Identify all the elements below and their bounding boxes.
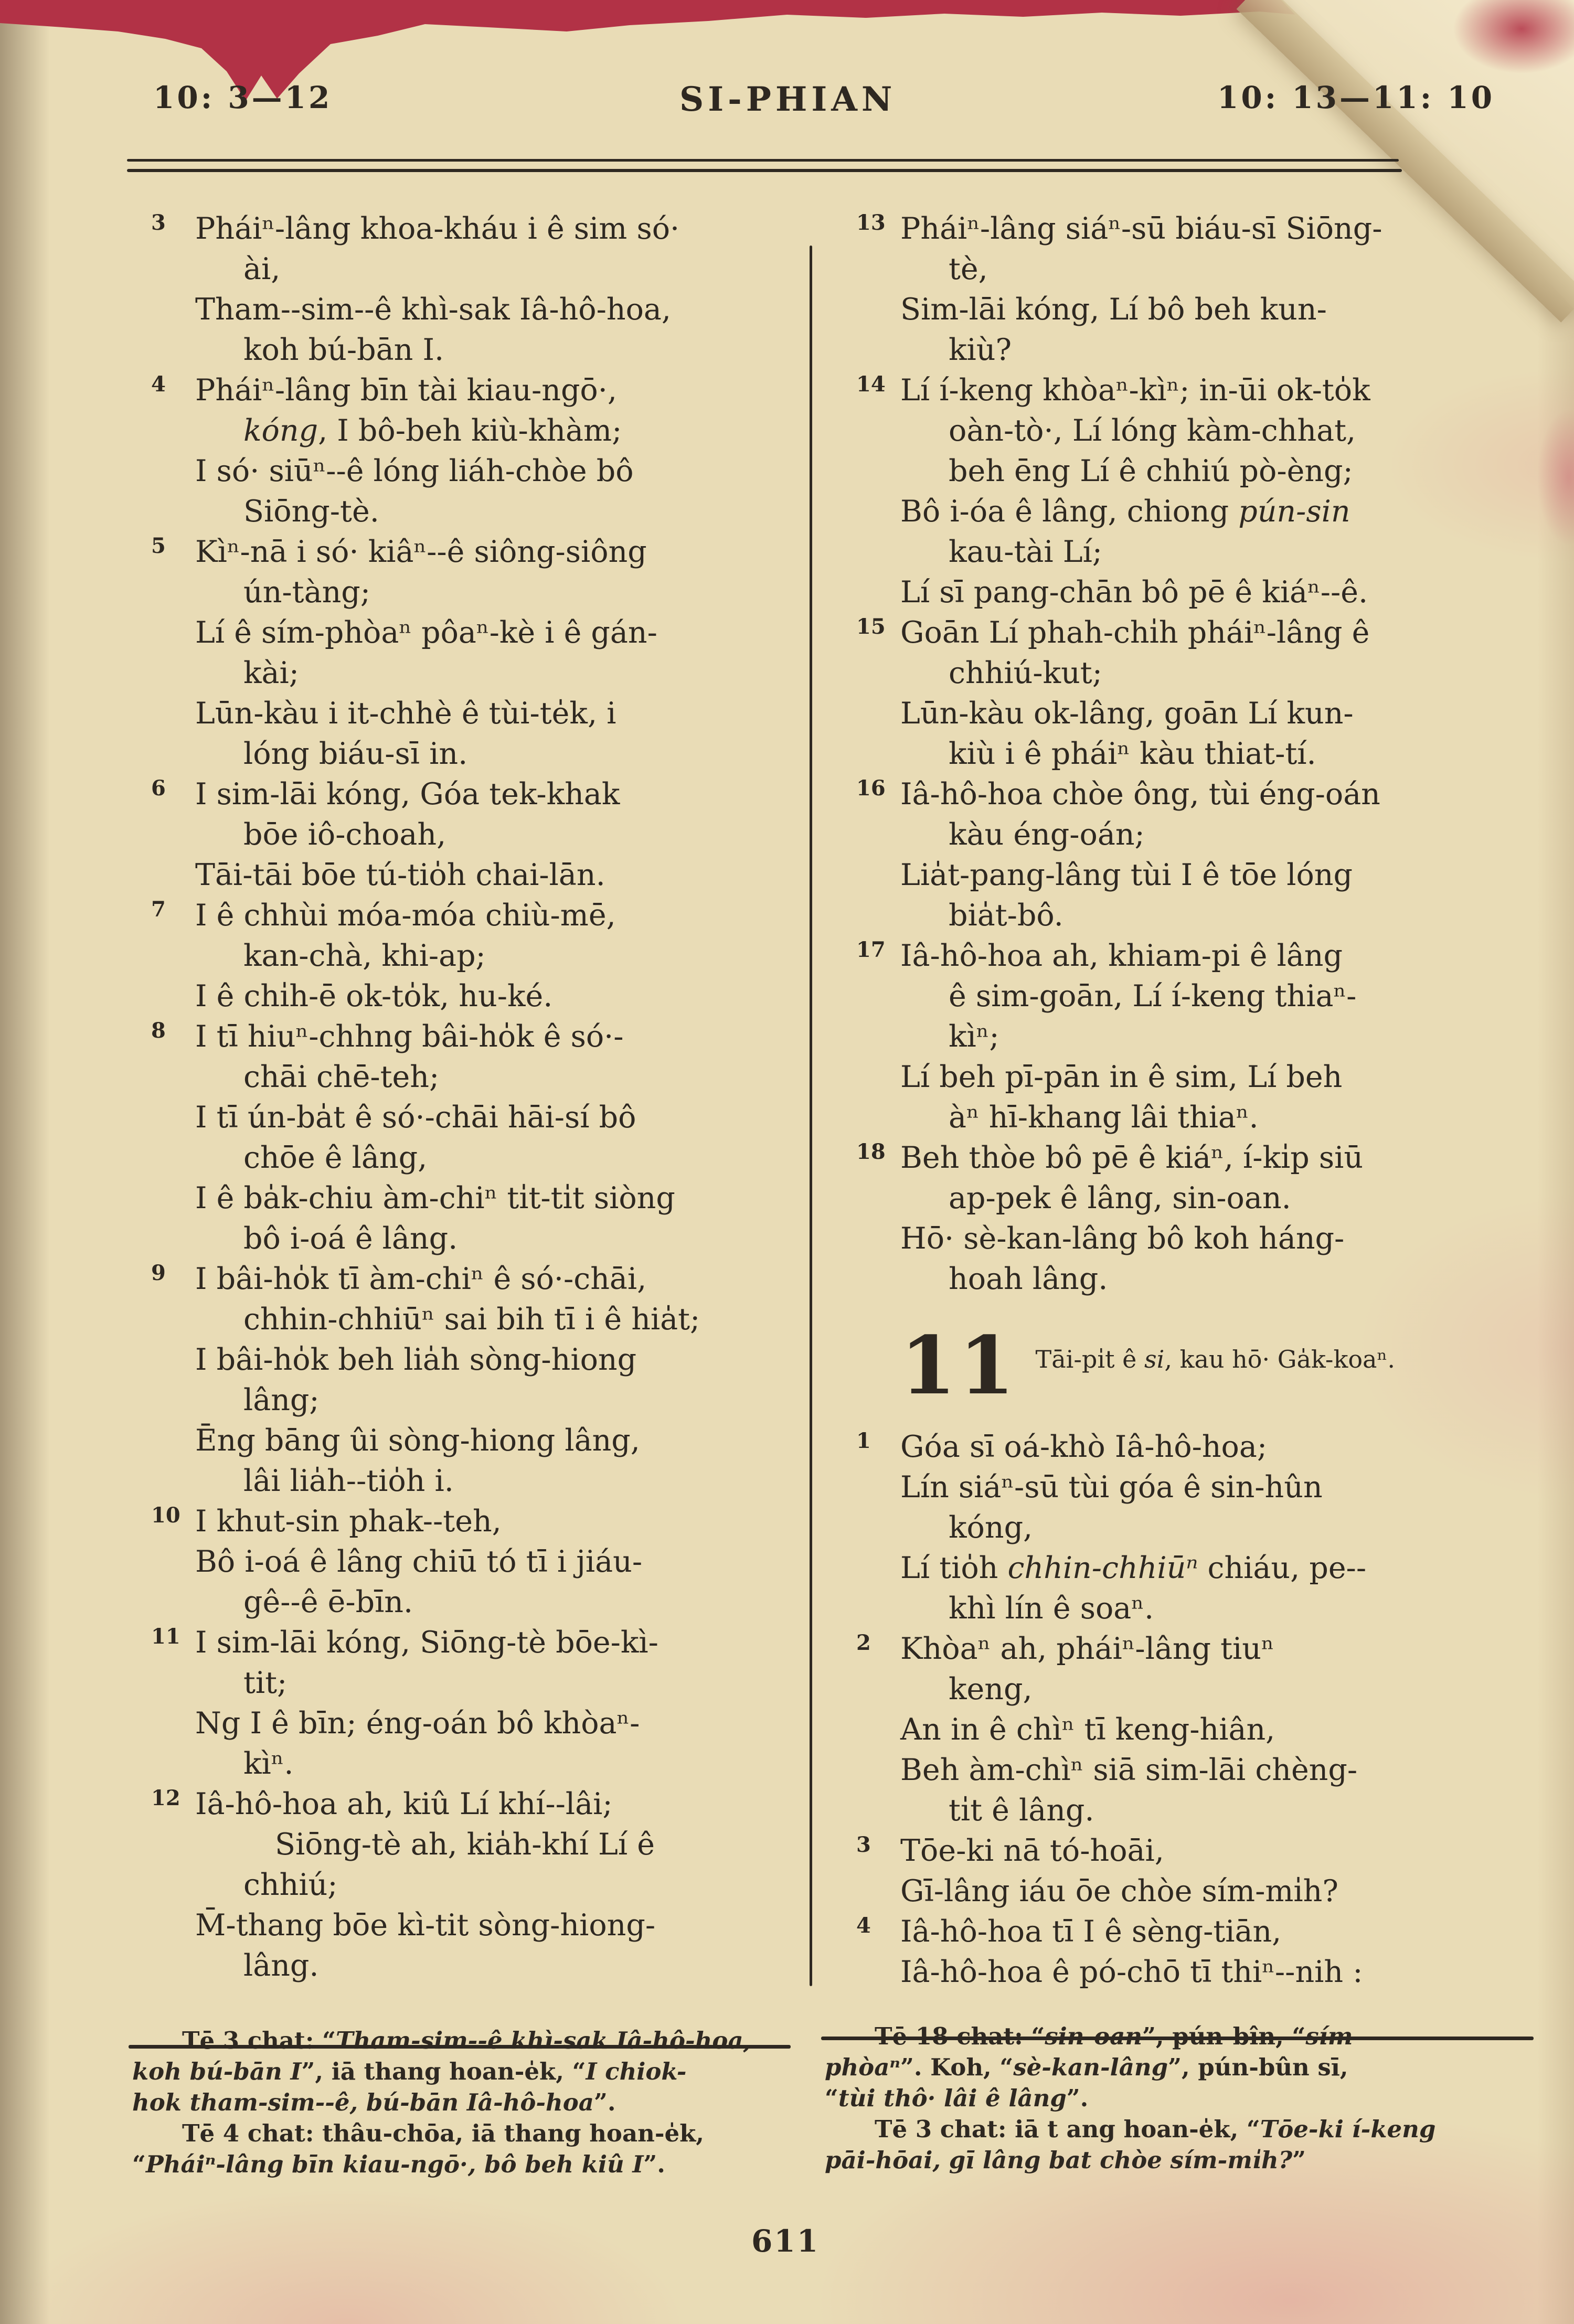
italic-text: si xyxy=(1144,1345,1165,1373)
text: , I bô-beh kiù-khàm; xyxy=(318,413,622,448)
text: Tē 4 chat: thâu-chōa, iā thang hoan-e̍k, xyxy=(182,2119,704,2147)
text: tè, xyxy=(949,252,988,286)
verse-number: 17 xyxy=(856,937,886,962)
text: ”, pún-bûn sī, xyxy=(1168,2053,1348,2081)
verse-line xyxy=(900,290,1538,330)
text: Kìⁿ-nā i só· kiâⁿ--ê siông-siông xyxy=(195,535,647,569)
verse-line xyxy=(151,1017,806,1057)
verse-line xyxy=(900,572,1538,613)
text: I só· siūⁿ--ê lóng liáh-chòe bô xyxy=(195,454,634,488)
text: I sim-lāi kóng, Góa tek-khak xyxy=(195,777,620,812)
verse-line xyxy=(151,896,806,936)
verse-line xyxy=(900,1259,1538,1299)
text: hoah lâng. xyxy=(949,1262,1108,1296)
chapter-subtitle xyxy=(1036,1321,1395,1374)
text: Lí ê sím-phòaⁿ pôaⁿ-kè i ê gán- xyxy=(195,615,657,650)
text: chhin-chhiūⁿ sai bih tī i ê hia̍t; xyxy=(243,1302,700,1337)
text: kài; xyxy=(243,656,299,690)
text: I ê chi̍h-ē ok-to̍k, hu-ké. xyxy=(195,979,553,1014)
verse-line xyxy=(195,1178,806,1219)
verse-line xyxy=(151,370,806,411)
text: Ēng bāng ûi sòng-hiong lâng, xyxy=(195,1423,640,1458)
verse-line xyxy=(900,330,1538,370)
verse-line xyxy=(900,1467,1538,1508)
verse-line xyxy=(900,1710,1538,1750)
verse-number: 5 xyxy=(151,534,166,558)
text: ” xyxy=(1292,2146,1306,2174)
verse-line xyxy=(900,1057,1538,1097)
running-head-left-reference: 10: 3—12 xyxy=(153,80,333,115)
verse-line xyxy=(195,1138,806,1178)
verse-line xyxy=(195,1542,806,1582)
verse-line xyxy=(900,1017,1538,1057)
verse-line xyxy=(195,1582,806,1623)
verse-line xyxy=(856,1138,1538,1178)
footnote-line xyxy=(825,2114,1544,2145)
verse-line xyxy=(856,1831,1538,1871)
text: I sim-lāi kóng, Siōng-tè bōe-kì- xyxy=(195,1625,658,1660)
text: I bâi-ho̍k tī àm-chiⁿ ê só·-chāi, xyxy=(195,1262,647,1296)
running-head-book-title: SI-PHIAN xyxy=(679,80,897,119)
verse-line xyxy=(195,613,806,653)
verse-line xyxy=(151,774,806,815)
text: khì lín ê soaⁿ. xyxy=(949,1591,1154,1626)
pink-stain-right xyxy=(1537,409,1574,546)
text: kiù i ê pháiⁿ kàu thiat-tí. xyxy=(949,737,1316,771)
verse-line xyxy=(900,976,1538,1017)
text: ”. xyxy=(643,2150,665,2178)
verse-line xyxy=(856,1629,1538,1669)
text: kau-tài Lí; xyxy=(949,535,1103,569)
verse-number: 15 xyxy=(856,614,886,639)
verse-number: 10 xyxy=(151,1503,180,1528)
text: Iâ-hô-hoa ê pó-chō tī thiⁿ--nih : xyxy=(900,1955,1363,1989)
text: Khòaⁿ ah, pháiⁿ-lâng tiuⁿ xyxy=(900,1632,1274,1666)
text: chiáu, pe-- xyxy=(1198,1551,1367,1585)
text: kiù? xyxy=(949,333,1012,367)
verse-line xyxy=(195,1421,806,1461)
verse-number: 1 xyxy=(856,1428,871,1453)
verse-line xyxy=(195,1905,806,1946)
text: ”. xyxy=(1066,2084,1089,2112)
verse-line xyxy=(900,1097,1538,1138)
verse-number: 6 xyxy=(151,776,166,801)
verse-line xyxy=(195,1825,806,1865)
italic-text: tùi thô· lâi ê lâng xyxy=(838,2084,1067,2112)
verse-line xyxy=(856,613,1538,653)
header-rule-upper xyxy=(127,159,1399,162)
text: Gī-lâng iáu ōe chòe sím-mi̍h? xyxy=(900,1874,1338,1909)
verse-number: 4 xyxy=(151,372,166,397)
verse-line xyxy=(195,1219,806,1259)
text: Lín siáⁿ-sū tùi góa ê sin-hûn xyxy=(900,1470,1323,1505)
text: kóng, xyxy=(949,1510,1033,1545)
footnote-line xyxy=(132,2087,804,2118)
italic-text: phòaⁿ xyxy=(825,2053,900,2081)
verse-line xyxy=(195,249,806,290)
text: I khut-sin phak--teh, xyxy=(195,1504,502,1539)
text: Lūn-kàu ok-lâng, goān Lí kun- xyxy=(900,696,1354,731)
italic-text: sin-oan xyxy=(1045,2022,1143,2050)
verse-line xyxy=(195,1703,806,1744)
verse-line xyxy=(900,734,1538,774)
verse-line xyxy=(151,1501,806,1542)
verse-number: 11 xyxy=(151,1624,180,1649)
verse-line xyxy=(195,451,806,492)
verse-line xyxy=(900,855,1538,896)
verse-number: 13 xyxy=(856,210,886,235)
footnote-line xyxy=(132,2025,804,2056)
text: Tāi-tāi bōe tú-tio̍h chai-lān. xyxy=(195,858,605,892)
verse-line xyxy=(900,1790,1538,1831)
verse-line xyxy=(900,1178,1538,1219)
italic-text: I chiok- xyxy=(586,2058,687,2085)
text: Iâ-hô-hoa tī I ê sèng-tiān, xyxy=(900,1914,1282,1949)
text: Lí sī pang-chān bô pē ê kiáⁿ--ê. xyxy=(900,575,1368,610)
text: Lūn-kàu i it-chhè ê tùi-te̍k, i xyxy=(195,696,616,731)
verse-line xyxy=(195,815,806,855)
verse-line xyxy=(195,1946,806,1986)
text: Góa sī oá-khò Iâ-hô-hoa; xyxy=(900,1430,1268,1464)
verse-line xyxy=(151,209,806,249)
verse-line xyxy=(195,1380,806,1421)
verse-line xyxy=(195,976,806,1017)
verse-line xyxy=(900,492,1538,532)
verse-line xyxy=(151,1784,806,1825)
verse-number: 16 xyxy=(856,776,886,801)
text: lâi lia̍h--tio̍h i. xyxy=(243,1464,454,1498)
text: chāi chē-teh; xyxy=(243,1060,440,1094)
italic-text: sím- xyxy=(1305,2022,1363,2050)
text: kìⁿ; xyxy=(949,1019,999,1054)
footnote-line xyxy=(132,2056,804,2087)
text: Tham--sim--ê khì-sak Iâ-hô-hoa, xyxy=(195,292,671,327)
verse-number: 12 xyxy=(151,1786,180,1810)
text: chhiú-kut; xyxy=(949,656,1102,690)
verse-line xyxy=(900,411,1538,451)
italic-text: hok tham-sim--ê, bú-bān Iâ-hô-hoa xyxy=(132,2088,594,2116)
text: ap-pek ê lâng, sin-oan. xyxy=(949,1181,1291,1216)
verse-line xyxy=(195,492,806,532)
text: beh ēng Lí ê chhiú pò-èng; xyxy=(949,454,1353,488)
text: “ xyxy=(132,2150,146,2178)
text: oàn-tò·, Lí lóng kàm-chhat, xyxy=(949,413,1356,448)
text: Tāi-pi̍t ê xyxy=(1035,1345,1145,1373)
verse-line xyxy=(195,855,806,896)
italic-text: Tōe-ki í-keng xyxy=(1260,2115,1436,2143)
verse-line xyxy=(195,1057,806,1097)
verse-line xyxy=(900,653,1538,694)
text: bōe iô-choah, xyxy=(243,817,446,852)
text: Lí tio̍h xyxy=(900,1551,1008,1585)
italic-text: Tham-sim--ê khì-sak Iâ-hô-hoa, xyxy=(335,2027,752,2054)
italic-text: sè-kan-lâng xyxy=(1013,2053,1168,2081)
text: ún-tàng; xyxy=(243,575,370,610)
text: I ê ba̍k-chiu àm-chiⁿ ti̍t-ti̍t siòng xyxy=(195,1181,675,1216)
footnote-line xyxy=(825,2052,1544,2083)
verse-number: 8 xyxy=(151,1018,166,1043)
verse-number: 3 xyxy=(151,210,166,235)
verse-line xyxy=(195,330,806,370)
verse-number: 2 xyxy=(856,1630,871,1655)
verse-line xyxy=(195,1340,806,1380)
verse-number: 4 xyxy=(856,1913,871,1938)
verse-line xyxy=(195,1461,806,1501)
text: kìⁿ. xyxy=(243,1746,294,1781)
text: Beh àm-chìⁿ siā sim-lāi chèng- xyxy=(900,1753,1358,1787)
footnotes-right-column xyxy=(825,2021,1544,2176)
verse-line xyxy=(856,1427,1538,1467)
footnote-line xyxy=(825,2145,1544,2176)
verse-line xyxy=(856,209,1538,249)
text: gê--ê ē-bīn. xyxy=(243,1585,413,1619)
text: lâng. xyxy=(243,1948,319,1983)
text: kàu éng-oán; xyxy=(949,817,1145,852)
italic-text: pāi-hōai, gī lâng bat chòe sím-mi̍h? xyxy=(825,2146,1293,2174)
italic-text: chhin-chhiūⁿ xyxy=(1007,1551,1198,1585)
verse-line xyxy=(856,774,1538,815)
text: I ê chhùi móa-móa chiù-mē, xyxy=(195,898,616,933)
text: bia̍t-bô. xyxy=(949,898,1063,933)
text: ti̍t ê lâng. xyxy=(949,1793,1094,1828)
verse-line xyxy=(900,1508,1538,1548)
text: I tī hiuⁿ-chhng bâi-ho̍k ê só·- xyxy=(195,1019,624,1054)
text: Iâ-hô-hoa ah, kiû Lí khí--lâi; xyxy=(195,1787,613,1821)
text: Ng I ê bīn; éng-oán bô khòaⁿ- xyxy=(195,1706,640,1741)
right-text-column xyxy=(856,209,1538,1992)
verse-line xyxy=(900,1219,1538,1259)
chapter-number: 11 xyxy=(900,1318,1018,1412)
text: ê sim-goān, Lí í-keng thiaⁿ- xyxy=(949,979,1357,1014)
text: àⁿ hī-khang lâi thiaⁿ. xyxy=(949,1100,1259,1135)
text: Tē 3 chat: “ xyxy=(182,2027,336,2054)
header-rule-lower xyxy=(127,169,1402,172)
text: An in ê chìⁿ tī keng-hiân, xyxy=(900,1712,1275,1747)
text: I bâi-ho̍k beh lia̍h sòng-hiong xyxy=(195,1342,637,1377)
text: kan-chà, khi-ap; xyxy=(243,939,486,973)
text: Siōng-tè ah, kia̍h-khí Lí ê xyxy=(275,1827,655,1862)
verse-line xyxy=(195,653,806,694)
text: Lia̍t-pang-lâng tùi I ê tōe lóng xyxy=(900,858,1353,892)
verse-line xyxy=(151,1259,806,1299)
verse-line xyxy=(195,1299,806,1340)
verse-line xyxy=(195,1865,806,1905)
verse-line xyxy=(856,370,1538,411)
text: Pháiⁿ-lâng bīn tài kiau-ngō·, xyxy=(195,373,617,408)
text: M̄-thang bōe kì-tit sòng-hiong- xyxy=(195,1908,656,1943)
verse-line xyxy=(195,1744,806,1784)
text: ”. xyxy=(593,2088,616,2116)
italic-text: kóng xyxy=(243,413,318,448)
text: Iâ-hô-hoa ah, khiam-pi ê lâng xyxy=(900,939,1343,973)
verse-line xyxy=(900,1871,1538,1912)
text: , kau hō· Ga̍k-koaⁿ. xyxy=(1164,1345,1395,1373)
text: Tōe-ki nā tó-hoāi, xyxy=(900,1833,1164,1868)
verse-line xyxy=(195,1663,806,1703)
text: lóng biáu-sī in. xyxy=(243,737,468,771)
text: Tē 3 chat: iā t ang hoan-e̍k, “ xyxy=(875,2115,1260,2143)
text: Lí beh pī-pān in ê sim, Lí beh xyxy=(900,1060,1343,1094)
text: ài, xyxy=(243,252,281,286)
text: bô i-oá ê lâng. xyxy=(243,1221,458,1256)
text: Pháiⁿ-lâng siáⁿ-sū biáu-sī Siōng- xyxy=(900,211,1382,246)
footnotes-left-column xyxy=(132,2025,804,2180)
verse-line xyxy=(900,1952,1538,1992)
verse-line xyxy=(900,1548,1538,1589)
verse-line xyxy=(195,1097,806,1138)
left-text-column xyxy=(151,209,806,1986)
italic-text: pún-sin xyxy=(1238,494,1350,529)
text: keng, xyxy=(949,1672,1033,1707)
verse-line xyxy=(151,1623,806,1663)
verse-number: 18 xyxy=(856,1139,886,1164)
column-divider-rule xyxy=(810,246,812,1986)
footnote-line xyxy=(825,2083,1544,2114)
verse-line xyxy=(900,1669,1538,1710)
verse-line xyxy=(900,694,1538,734)
footnote-line xyxy=(132,2118,804,2149)
verse-number: 3 xyxy=(856,1832,871,1857)
footnote-line xyxy=(825,2021,1544,2052)
text: Pháiⁿ-lâng khoa-kháu i ê sim só· xyxy=(195,211,680,246)
text: ”, pún-bîn, “ xyxy=(1142,2022,1306,2050)
text: chōe ê lâng, xyxy=(243,1140,428,1175)
text: Bô i-óa ê lâng, chiong xyxy=(900,494,1239,529)
verse-line xyxy=(900,1750,1538,1790)
text: ”, iā thang hoan-e̍k, “ xyxy=(301,2058,586,2085)
text: Sim-lāi kóng, Lí bô beh kun- xyxy=(900,292,1327,327)
verse-line xyxy=(195,734,806,774)
chapter-heading xyxy=(900,1299,1538,1427)
verse-line xyxy=(900,815,1538,855)
text: Lí í-keng khòaⁿ-kìⁿ; in-ūi ok-to̍k xyxy=(900,373,1370,408)
text: Iâ-hô-hoa chòe ông, tùi éng-oán xyxy=(900,777,1380,812)
text: Siōng-tè. xyxy=(243,494,379,529)
verse-line xyxy=(195,572,806,613)
text: Beh thòe bô pē ê kiáⁿ, í-ki̍p siū xyxy=(900,1140,1364,1175)
page-number: 611 xyxy=(751,2223,820,2259)
verse-line xyxy=(900,1589,1538,1629)
right-column-verses-psalm10 xyxy=(856,209,1538,1299)
verse-number: 14 xyxy=(856,372,886,397)
text: ”. Koh, “ xyxy=(900,2053,1014,2081)
verse-line xyxy=(195,936,806,976)
text: Bô i-oá ê lâng chiū tó tī i jiáu- xyxy=(195,1544,643,1579)
italic-text: koh bú-bān I xyxy=(132,2058,302,2085)
text: Goān Lí phah-chi̍h pháiⁿ-lâng ê xyxy=(900,615,1370,650)
verse-line xyxy=(900,451,1538,492)
verse-line xyxy=(195,411,806,451)
verse-line xyxy=(151,532,806,572)
verse-line xyxy=(900,249,1538,290)
text: koh bú-bān I. xyxy=(243,333,444,367)
text: lâng; xyxy=(243,1383,320,1417)
footnote-line xyxy=(132,2149,804,2180)
text: chhiú; xyxy=(243,1868,338,1902)
right-column-verses-psalm11 xyxy=(856,1427,1538,1992)
verse-line xyxy=(856,936,1538,976)
text: tit; xyxy=(243,1666,288,1700)
verse-line xyxy=(900,532,1538,572)
verse-line xyxy=(195,694,806,734)
text: Hō· sè-kan-lâng bô koh háng- xyxy=(900,1221,1345,1256)
italic-text: Pháiⁿ-lâng bīn kiau-ngō·, bô beh kiû I xyxy=(145,2150,644,2178)
verse-line xyxy=(900,896,1538,936)
text: I tī ún-ba̍t ê só·-chāi hāi-sí bô xyxy=(195,1100,636,1135)
text: “ xyxy=(825,2084,838,2112)
running-head-right-reference: 10: 13—11: 10 xyxy=(1217,80,1495,115)
verse-number: 9 xyxy=(151,1261,166,1285)
verse-number: 7 xyxy=(151,897,166,922)
verse-line xyxy=(195,290,806,330)
verse-line xyxy=(856,1912,1538,1952)
text: Tē 18 chat: “ xyxy=(875,2022,1045,2050)
